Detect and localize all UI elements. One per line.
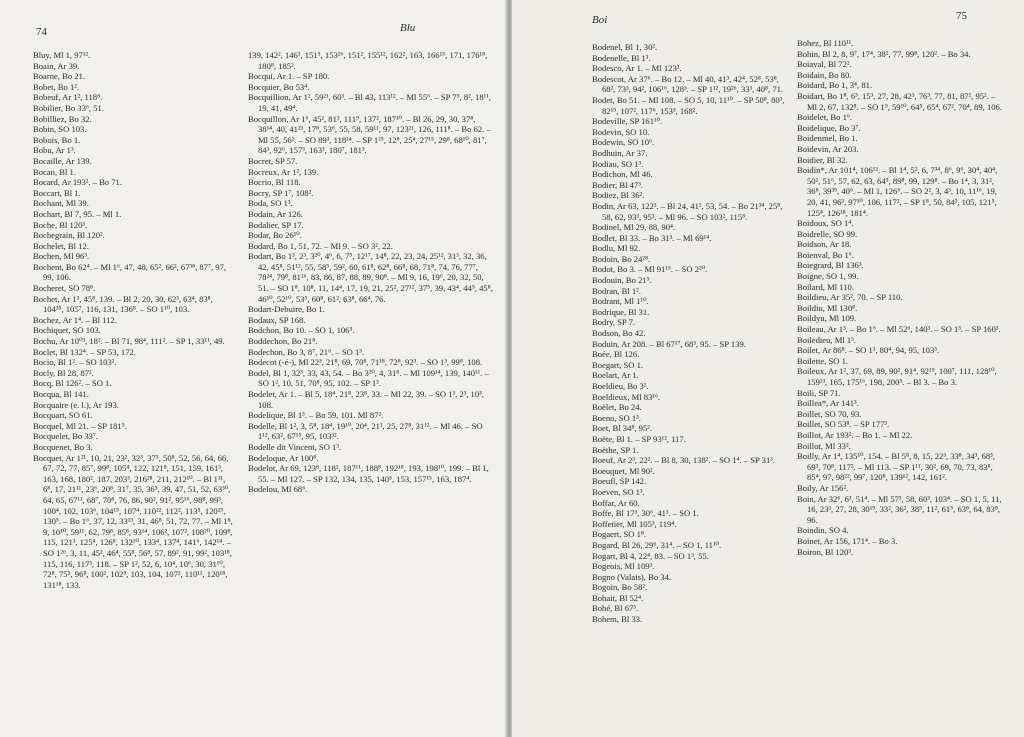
index-entry: Boidrelle, SO 99. bbox=[797, 228, 858, 239]
index-entry: Bochent, Bo 62⁴. – Ml 1⁶, 47, 48, 65², 66², 67³⁸, 87⁷, 97, 99, 106. bbox=[33, 261, 227, 283]
index-entry: Boduin, Ar 208. – Bl 67¹⁷, 68³, 95. – SP 139. bbox=[592, 338, 746, 349]
index-entry: Boidson, Ar 18. bbox=[797, 239, 852, 250]
index-entry: Boilly, Ar 1⁴, 135¹⁰, 154. – Bl 5⁸, 8, 15, 22³, 33⁸, 34³, 68³, 69³, 70⁸, 117². – Ml 113. – SP 1¹¹, 30², 69, 70, 73, 83⁸, 85⁴, 97, 98²², 99⁷, 120⁸, 139¹², 142, 161². bbox=[797, 451, 995, 483]
index-entry: Bocquier, Bo 53⁴. bbox=[248, 81, 310, 92]
index-entry: Bodet, Bo 51. – Ml 108. – SO 5, 10, 11¹⁰. – SP 50⁸, 80³, 82¹⁹, 107², 117⁶, 153³, 168². bbox=[592, 94, 785, 116]
index-entry: Bodot, Bo 3. – Ml 91¹⁵. – SO 2²⁰. bbox=[592, 264, 708, 275]
index-entry: Bodevin, SO 10. bbox=[592, 126, 650, 137]
index-entry: Bodhuin, Ar 37. bbox=[592, 147, 648, 158]
index-entry: Bocqua, Bl 141. bbox=[33, 389, 89, 399]
index-entry: Bocheret, SO 78⁸. bbox=[33, 283, 96, 294]
index-entry: Boiegrard, Bl 136³. bbox=[797, 260, 864, 271]
index-entry: Boili, SP 71. bbox=[797, 387, 841, 398]
index-entry: Boidoux, SO 1⁴. bbox=[797, 218, 854, 229]
index-entry: Bodain, Ar 126. bbox=[248, 208, 303, 219]
index-entry: Boilard, Ml 110. bbox=[797, 281, 854, 292]
index-entry: Bocquenet, Bo 3. bbox=[33, 441, 93, 452]
index-entry: Boidart, Bo 1⁸, 6³, 15³, 27, 28, 42³, 76³, 77, 81, 87², 95². – Ml 2, 67, 132⁸. – SO 1⁹, 59¹⁰, 64⁵, 65⁴, 67², 70⁴, 89, 106. bbox=[797, 90, 1002, 112]
index-entry: Bocan, Bl 1. bbox=[33, 166, 76, 177]
index-entry: Bodoin, Bo 24²⁸. bbox=[592, 253, 651, 264]
index-entry: Bochen, Ml 96³. bbox=[33, 251, 90, 262]
index-entry: Bocret, SP 57. bbox=[248, 155, 298, 166]
index-entry: Bohez, Bl 110¹¹. bbox=[797, 38, 854, 48]
index-entry: Bocly, Bl 28, 87². bbox=[33, 367, 94, 378]
index-entry: Boindin, SO 4. bbox=[797, 525, 849, 536]
index-entry: Bochu, Ar 10⁰³, 18². – Bl 71, 98⁴, 111². – SP 1, 33¹¹, 49. bbox=[33, 336, 225, 347]
index-entry: Bobilliez, Bo 32. bbox=[33, 113, 92, 124]
index-entry: Bodrique, Bl 31. bbox=[592, 306, 650, 317]
index-entry: Bogard, Bl 26, 29⁶, 31⁴. – SO 1, 11¹⁰. bbox=[592, 539, 722, 550]
index-entry: Bodelle dit Vincent, SO 1³. bbox=[248, 441, 342, 452]
index-entry: Bodier, Bl 47³. bbox=[592, 179, 643, 190]
index-entry: Bodry, SP 7. bbox=[592, 317, 636, 328]
index-entry: Bodchon, Bo 10. – SO 1, 106⁵. bbox=[248, 325, 355, 336]
index-entry: Bocquel, Ml 21. – SP 181⁵. bbox=[33, 420, 127, 431]
index-entry: Boildiu, Ml 130⁸. bbox=[797, 302, 858, 313]
index-entry: Bodenelle, Bl 1³. bbox=[592, 52, 651, 63]
index-entry: Bocq, Bl 126². – SO 1. bbox=[33, 378, 112, 389]
index-entry: Bocard, Ar 193². – Bo 71. bbox=[33, 177, 122, 188]
index-entry: Bodelle, Bl 1², 3, 5⁸, 18⁴, 19¹⁰, 20⁴, 21³, 25, 27⁸, 31¹². – Ml 46. – SO 1¹², 63², 67¹⁵, 95, 103³². bbox=[248, 420, 483, 442]
index-entry: Bodalier, SP 17. bbox=[248, 219, 304, 230]
index-entry: Boëlet, Bo 24. bbox=[592, 402, 642, 413]
index-entry: Bocquillon, Ar 1⁶, 45², 81³, 111⁹, 137², 187¹⁰. – Bl 26, 29, 30, 37⁸, 38¹⁴, 40, 41²³, 17⁸, 53⁶, 55, 58, 59¹¹, 97, 123²¹, 126, 111⁸. – Bo 62. – Ml 55, 56². – SO 89³, 118¹⁴. – SP 1²⁵, 12⁸, 25⁴, 27¹⁵, 29⁸, 68¹⁰, 81⁷, 84³, 92⁶, 157³, 163³, 180⁷, 181³. bbox=[248, 113, 491, 156]
index-entry: Boelart, Ar 1. bbox=[592, 370, 639, 381]
index-entry: Bocquet, Ar 1²¹, 10, 21, 23², 32³, 37⁵, 50⁸, 52, 56, 64, 66, 67, 72, 77, 85⁷, 99⁸, 105⁴, 122, 121⁸, 151, 159, 161³, 163, 168, 180², 187, 203³, 216²⁸, 211, 212¹⁰. – Bl 1³¹, 6⁸, 17, 21¹¹, 23⁶, 20⁸, 31⁷, 35, 36⁵, 39, 47, 51, 52, 63³⁰, 64, 65, 67¹¹, 68⁷, 70⁸, 76, 86, 90², 91², 95¹⁶, 98⁸, 99³, 100⁴, 102, 103⁶, 104¹⁵, 107⁴, 110²², 112², 113⁵, 120²⁵, 130⁵. – Bo 1⁶, 37, 12, 33¹³, 31, 46⁸, 51, 72, 77. – Ml 1⁸, 9, 10¹⁰, 59¹¹, 62, 79⁸, 85⁸, 93¹⁴, 106², 107², 108²⁰, 109⁸, 115, 121³, 125⁴, 126⁸, 132¹⁰, 133⁴, 137⁴, 141⁶, 142¹⁴. – SO 1²⁶, 3, 11, 45², 46⁴, 55⁸, 56⁸, 57, 89², 91, 99², 103¹⁸, 115, 116, 117³, 118. – SP 1², 52, 6, 10⁴, 10⁶, 30, 31¹⁰, 72⁸, 75⁵, 96⁸, 100², 102⁵, 103, 104, 107², 110¹¹, 120¹⁸, 131¹⁸, 133. bbox=[33, 452, 233, 590]
index-entry: Bocquaire (e. l.), Ar 193. bbox=[33, 399, 119, 410]
index-entry: Boidelet, Bo 1⁶. bbox=[797, 112, 853, 123]
index-column bbox=[248, 50, 493, 495]
index-entry: Boillot, Ar 193². – Bo 1. – Ml 22. bbox=[797, 429, 913, 440]
index-entry: Bodar, Bo 26¹⁰. bbox=[248, 230, 302, 241]
index-entry: Bodinel, Ml 29, 88, 90⁴. bbox=[592, 222, 676, 233]
index-entry: Bohait, Bl 52⁴. bbox=[592, 592, 644, 603]
index-entry: Boidard, Bo 1, 3⁴, 81. bbox=[797, 80, 873, 91]
index-entry: Bodelot, Ar 69, 123⁸, 118², 187¹¹, 188⁸, 192¹⁸, 193, 198¹⁰, 199. – Bl 1, 55. – Ml 127. – SP 132, 134, 135, 140⁵, 153, 157¹⁵, 163, 187⁴. bbox=[248, 463, 489, 484]
index-entry: Bluy, Ml 1, 97¹². bbox=[33, 50, 91, 60]
index-entry: 139, 142², 146³, 151⁵, 153²⁶, 151², 155¹², 162², 163, 166¹⁵, 171, 176¹⁸, 180⁸, 185². bbox=[248, 50, 488, 71]
index-entry: Boeldieux, Ml 83¹⁶. bbox=[592, 391, 661, 402]
index-entry: Boffe, Bl 17³, 30⁶, 41³. – SO 1. bbox=[592, 508, 699, 519]
index-entry: Boëthe, SP 1. bbox=[592, 444, 639, 455]
index-entry: Boeuquet, Ml 90². bbox=[592, 465, 655, 476]
index-entry: Bodin, Ar 63, 122³. – Bl 24, 41², 53, 54. – Bo 21³⁴, 25⁸, 58, 62, 93³, 95³. – Ml 96. – SO 103², 115⁸. bbox=[592, 200, 783, 222]
index-entry: Bocry, SP 1⁷, 108². bbox=[248, 187, 314, 198]
index-entry: Bodelique, Bl 1³. – Bo 59, 101. Ml 87². bbox=[248, 410, 384, 421]
index-entry: Bochez, Ar 1⁴. – Bl 112. bbox=[33, 314, 117, 325]
index-entry: Bodaux, SP 168. bbox=[248, 314, 306, 325]
index-column bbox=[592, 42, 787, 625]
index-entry: Boet, Bl 34⁸, 95². bbox=[592, 423, 653, 434]
index-entry: Boidevin, Ar 203. bbox=[797, 143, 859, 154]
index-entry: Boclet, Bl 132⁴. – SP 53, 172. bbox=[33, 346, 136, 357]
index-entry: Boin, Ar 32⁶, 6³, 51⁴. – Ml 57³, 58, 60³, 103⁴. – SO 1, 5, 11, 16, 23³, 27, 28, 30¹⁹, 33², 36², 38⁵, 11², 61⁵, 63⁸, 64, 83⁸, 96. bbox=[797, 493, 1002, 525]
index-entry: Bobet, Bo 1². bbox=[33, 81, 80, 92]
index-entry: Bogart, Bl 4, 22⁴, 83. – SO 1³, 55. bbox=[592, 550, 709, 561]
index-entry: Boidier, Bl 32. bbox=[797, 154, 848, 165]
index-entry: Boildieu, Ar 35², 70. – SP 110. bbox=[797, 292, 903, 303]
index-entry: Boilette, SO 1. bbox=[797, 355, 849, 366]
index-entry: Boëte, Bl 1. – SP 93¹², 117. bbox=[592, 433, 686, 444]
index-entry: Bodeville, SP 161¹⁰. bbox=[592, 116, 663, 127]
index-entry: Boffar, Ar 60. bbox=[592, 497, 640, 508]
index-entry: Boiaval, Bl 72². bbox=[797, 59, 852, 70]
index-entry: Bochiquet, SO 103. bbox=[33, 325, 101, 336]
index-entry: Bochelet, Bl 12. bbox=[33, 240, 89, 251]
index-entry: Bogno (Valais), Bo 34. bbox=[592, 571, 672, 582]
index-entry: Bocquelet, Bo 33⁷. bbox=[33, 431, 99, 442]
index-entry: Boda, SO 1³. bbox=[248, 198, 293, 209]
left-page bbox=[0, 0, 508, 737]
index-entry: Bodichon, Ml 46. bbox=[592, 169, 653, 180]
index-entry: Boain, Ar 39. bbox=[33, 60, 80, 71]
index-entry: Boiron, Bl 120³. bbox=[797, 546, 854, 557]
index-entry: Bodson, Bo 42. bbox=[592, 328, 646, 339]
index-entry: Boillet, SO 53⁸. – SP 177³. bbox=[797, 419, 890, 430]
index-entry: Boillet, SO 70, 93. bbox=[797, 408, 862, 419]
index-entry: Bobilier, Bo 33⁶, 51. bbox=[33, 102, 104, 113]
index-entry: Bochegrain, Bl 120². bbox=[33, 230, 105, 241]
index-entry: Bocquart, SO 61. bbox=[33, 410, 93, 421]
index-entry: Boidain, Bo 80. bbox=[797, 69, 852, 80]
index-entry: Boileux, Ar 1², 37, 69, 89, 90², 91⁴, 92¹⁹, 100⁷, 111, 128¹⁰, 159¹³, 165, 175¹⁶, 198, 200⁵. – Bl 3. – Bo 3. bbox=[797, 366, 997, 387]
index-entry: Boée, Bl 126. bbox=[592, 349, 640, 360]
index-entry: Bobois, Bo 1. bbox=[33, 134, 81, 145]
index-entry: Bodouin, Bo 21⁵. bbox=[592, 275, 652, 286]
index-entry: Bocquillion, Ar 1², 59²¹, 60³. – Bl 43, 113¹². – Ml 55⁶. – SP 7⁵, 8², 18¹¹, 19, 41, 49⁴. bbox=[248, 92, 491, 113]
index-entry: Bohem, Bl 33. bbox=[592, 614, 643, 625]
index-entry: Bodlet, Bl 33. – Bo 31³. – Ml 69¹⁴. bbox=[592, 232, 712, 243]
index-entry: Boeno, SO 1³. bbox=[592, 412, 641, 423]
index-entry: Boeldieu, Bo 3². bbox=[592, 381, 649, 391]
index-entry: Bogeois, Ml 109³. bbox=[592, 561, 655, 572]
index-entry: Bohé, Bl 67³. bbox=[592, 603, 639, 614]
index-entry: Boeufl, SP 142. bbox=[592, 476, 647, 487]
index-entry: Bodiau, SO 1³. bbox=[592, 158, 644, 169]
index-entry: Bobeuf, Ar 1², 118⁸. bbox=[33, 92, 103, 103]
index-entry: Bodran, Bl 1². bbox=[592, 285, 641, 296]
page-number: 74 bbox=[36, 26, 47, 38]
index-entry: Bodlu, Ml 92. bbox=[592, 243, 641, 254]
index-entry: Boffetier, Ml 105³, 119⁴. bbox=[592, 518, 677, 529]
index-entry: Bocio, Bl 1². – SO 103². bbox=[33, 357, 117, 368]
index-entry: Boileau, Ar 1³. – Bo 1⁶. – Ml 52⁶, 140³. – SO 1³. – SP 160³. bbox=[797, 324, 1001, 335]
index-entry: Boigne, SO 1, 99. bbox=[797, 271, 859, 282]
index-entry: Bodewin, SO 10⁶. bbox=[592, 137, 655, 148]
index-entry: Bodelou, Ml 68⁶. bbox=[248, 484, 308, 495]
index-column bbox=[33, 50, 233, 590]
index-entry: Bodrant, Ml 1¹⁰. bbox=[592, 296, 649, 307]
index-entry: Boegart, SO 1. bbox=[592, 359, 644, 370]
right-page bbox=[512, 0, 1024, 737]
index-entry: Bobu, Ar 1³. bbox=[33, 145, 76, 156]
index-entry: Bohin, Bl 2, 8, 9⁷, 17⁴, 38², 77, 99⁸, 120². – Bo 34. bbox=[797, 48, 971, 59]
index-entry: Bocreux, Ar 1², 139. bbox=[248, 166, 319, 177]
index-entry: Bogoin, Bo 58². bbox=[592, 582, 648, 593]
index-entry: Bodechon, Bo 3, 8⁷, 21⁶. – SO 1³. bbox=[248, 346, 364, 357]
index-entry: Bodiez, Bl 36². bbox=[592, 190, 645, 201]
index-entry: Boinet, Ar 156, 171⁴. – Bo 3. bbox=[797, 535, 898, 546]
index-column bbox=[797, 38, 1007, 557]
index-entry: Bocaille, Ar 139. bbox=[33, 155, 92, 166]
index-entry: Bocqui, Ar 1. – SP 180. bbox=[248, 71, 330, 82]
index-entry: Bochet, Ar 1³, 45⁸, 139. – Bl 2, 20, 30, 62³, 63⁴, 83⁸, 104³⁵, 105⁷, 116, 131, 136⁸. – SO 1¹⁰, 103. bbox=[33, 293, 213, 315]
index-entry: Bobin, SO 103. bbox=[33, 124, 87, 135]
index-entry: Boienval, Bo 1⁶. bbox=[797, 249, 854, 260]
index-entry: Bogaert, SO 1⁸. bbox=[592, 529, 647, 540]
index-entry: Boidin*, Ar 101⁴, 106¹². – Bl 1⁴, 5², 6, 7³⁴, 8⁶, 9⁶, 30⁴, 40⁴, 50², 51⁶, 57, 62, 63, 64⁵, 89⁸, 99, 129⁸. – Bo 1⁴, 3, 31², 36⁸, 39³⁹, 40⁶. – Ml 1, 126⁶. – SO 2², 3, 4³, 10, 11¹⁶, 19, 20, 41, 96³, 97¹⁰, 106, 117². – SP 1⁸, 50, 84³, 105, 121⁵, 125⁴, 126¹⁸, 181⁴. bbox=[797, 165, 998, 218]
index-entry: Boddechon, Bo 21⁸. bbox=[248, 336, 318, 347]
index-entry: Bodart-Debuire, Bo 1. bbox=[248, 304, 325, 315]
index-entry: Boilet, Ar 86⁸. – SO 1³, 80⁴, 94, 95, 103³. bbox=[797, 345, 939, 356]
index-entry: Boeven, SO 1³. bbox=[592, 486, 645, 497]
index-entry: Bocrio, Bl 118. bbox=[248, 177, 301, 188]
index-entry: Bodescot, Ar 37⁶. – Bo 12. – Ml 40, 41³, 42⁴, 52⁸, 53⁸, 68², 73³, 94², 106¹⁶, 128³. – SP 1¹², 19²⁶, 33³, 40⁸, 71. bbox=[592, 73, 784, 95]
index-entry: Boillot, Ml 33². bbox=[797, 440, 851, 451]
index-entry: Boeuf, Ar 2³, 22². – Bl 8, 30, 138². – SO 1⁴. – SP 31³. bbox=[592, 455, 775, 466]
running-head: Blu bbox=[400, 22, 416, 34]
running-head: Boi bbox=[592, 14, 608, 26]
index-entry: Bodenel, Bl 1, 30². bbox=[592, 42, 658, 52]
index-entry: Bochant, Ml 39. bbox=[33, 198, 89, 209]
index-entry: Boidelique, Bo 3⁷. bbox=[797, 122, 861, 133]
index-entry: Bodeloque, Ar 100⁸. bbox=[248, 452, 319, 463]
index-entry: Boccart, Bl 1. bbox=[33, 187, 81, 198]
index-entry: Bodelet, Ar 1. – Bl 5, 18⁴, 21⁸, 23⁸, 33. – Ml 22, 39. – SO 1³, 2³, 10³, 108. bbox=[248, 389, 484, 410]
index-entry: Boiledieu, Ml 1³. bbox=[797, 334, 856, 345]
index-entry: Boily, Ar 156². bbox=[797, 482, 849, 493]
index-entry: Boildyu, Ml 109. bbox=[797, 313, 857, 324]
index-entry: Bodart, Bo 1³, 2³, 3²⁰, 4⁶, 6, 7⁵, 12¹⁷, 14⁸, 22, 23, 24, 25¹², 31³, 32, 36, 42, 45⁸, 51¹², 55, 58⁵, 59², 60, 61⁸, 62⁸, 66⁸, 68, 71⁸, 74, 76, 77⁷, 78²⁴, 79⁸, 81¹⁶, 83, 86, 87, 88, 89, 90⁸. – Ml 9, 16, 19⁶, 20, 32, 50, 51. – SO 1⁸, 10⁸, 11, 14⁴, 17, 19, 21, 25², 27¹², 37⁵, 39, 43⁴, 44⁵, 45⁸, 46¹⁰, 52¹⁰, 53⁵, 60⁸, 61², 63⁸, 66⁴, 76. bbox=[248, 251, 493, 304]
page-number: 75 bbox=[956, 10, 967, 22]
index-entry: Boillea*, Ar 141³. bbox=[797, 398, 859, 409]
index-entry: Boarne, Bo 21. bbox=[33, 71, 86, 82]
index-entry: Bodesco, Ar 1. – Ml 123³. bbox=[592, 63, 682, 74]
index-entry: Bodecot (-é-), Ml 22³, 21⁸, 69, 70⁸, 71¹⁸, 72⁸, 92³. – SO 1³, 99⁸, 108. bbox=[248, 357, 483, 368]
index-entry: Bodard, Bo 1, 51, 72. – Ml 9. – SO 3², 22. bbox=[248, 240, 393, 251]
index-entry: Boidenmel, Bo 1. bbox=[797, 133, 858, 144]
index-entry: Bodel, Bl 1, 32³, 33, 43, 54. – Bo 3²⁰, 4, 31⁸. – Ml 109¹⁴, 139, 140¹¹. – SO 1², 10, 51, 70⁸, 95, 102. – SP 1³. bbox=[248, 367, 489, 389]
index-entry: Boche, Bl 120³. bbox=[33, 219, 88, 230]
index-entry: Bochart, Bl 7, 95. – Ml 1. bbox=[33, 208, 122, 219]
